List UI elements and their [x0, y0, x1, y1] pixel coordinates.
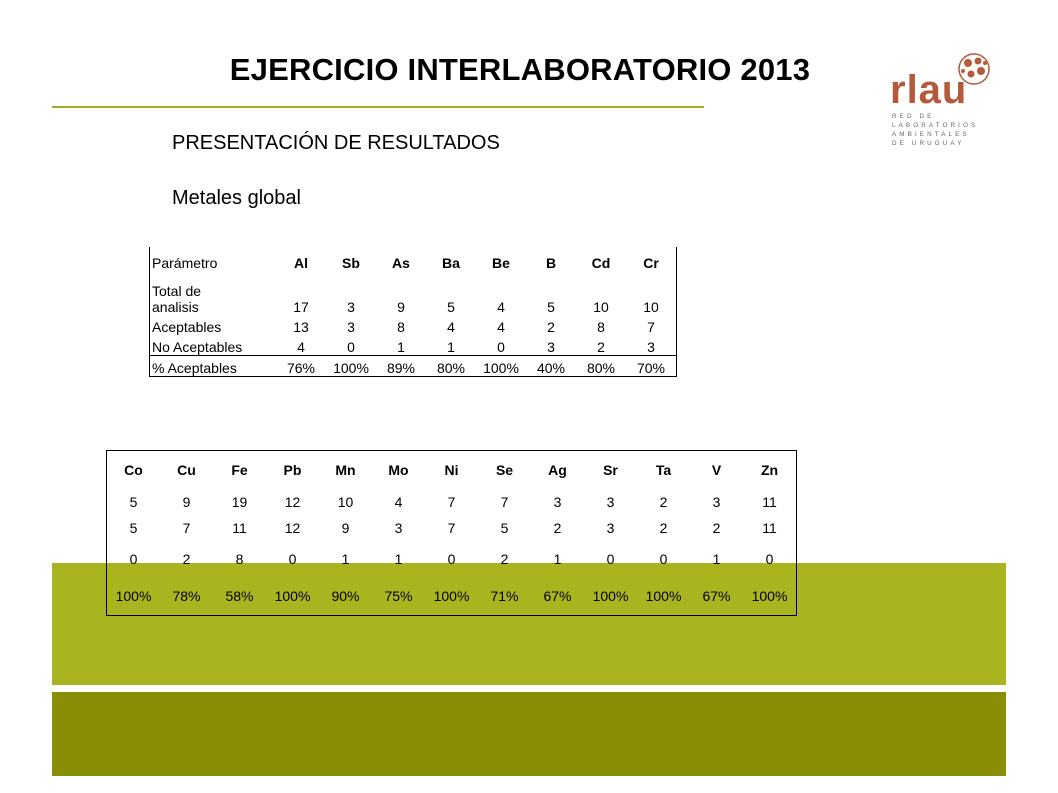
logo-wordmark: rlau: [890, 68, 968, 112]
table-cell: 11: [762, 493, 777, 510]
table-cell: 2: [547, 319, 555, 335]
header-cell: Co: [124, 462, 143, 478]
row-label: % Aceptables: [150, 356, 277, 377]
table-cell: 100%: [433, 588, 470, 604]
table-cell: 13: [293, 319, 309, 335]
header-cell: Ni: [444, 462, 459, 478]
table-row: [150, 356, 677, 377]
table-cell: 0: [129, 551, 138, 567]
header-cell: Al: [294, 255, 308, 271]
header-cell: Pb: [283, 462, 302, 478]
table-cell: 8: [235, 551, 244, 567]
table-cell: 9: [182, 493, 191, 510]
table-cell: 2: [182, 551, 191, 567]
table-cell: 2: [659, 519, 668, 536]
table-cell: 8: [597, 319, 605, 335]
table-header-row: [107, 451, 797, 490]
table-row: [150, 279, 677, 315]
table-cell: 58%: [225, 588, 254, 604]
header-cell: Parámetro: [150, 247, 277, 279]
table-cell: 3: [347, 299, 355, 315]
table-cell: 8: [397, 319, 405, 335]
table-cell: 80%: [576, 356, 626, 377]
table-cell: 1: [341, 551, 350, 567]
table-row: [107, 577, 797, 616]
table-cell: 100%: [115, 588, 152, 604]
table-cell: 2: [712, 519, 721, 536]
header-cell: V: [711, 462, 722, 478]
results-table-part2: [106, 450, 797, 616]
table-cell: 100%: [476, 356, 526, 377]
table-cell: 10: [337, 493, 354, 510]
section-heading: PRESENTACIÓN DE RESULTADOS: [172, 132, 500, 154]
results-table-part1: [149, 247, 677, 377]
header-cell: Mn: [335, 462, 356, 478]
table-cell: 90%: [331, 588, 360, 604]
table-row: [150, 335, 677, 356]
table-cell: 10: [593, 299, 609, 315]
table-cell: 7: [182, 519, 191, 536]
header-cell: Fe: [231, 462, 248, 478]
table-cell: 4: [497, 299, 505, 315]
table-cell: 2: [659, 493, 668, 510]
table-cell: 1: [553, 551, 562, 567]
header-cell: Mo: [388, 462, 409, 478]
table-cell: 3: [553, 493, 562, 510]
table-cell: 5: [547, 299, 555, 315]
table-cell: 3: [394, 519, 403, 536]
table-cell: 1: [447, 339, 455, 355]
table-cell: 0: [347, 339, 355, 355]
table-cell: 5: [500, 519, 509, 536]
table-cell: 4: [497, 319, 505, 335]
header-cell: Cr: [643, 255, 659, 271]
header-cell: Ba: [442, 255, 460, 271]
table-cell: 3: [712, 493, 721, 510]
header-cell: Sr: [603, 462, 618, 478]
row-label: No Aceptables: [150, 335, 277, 356]
table-cell: 0: [659, 551, 668, 567]
table-cell: 5: [129, 493, 138, 510]
table-cell: 2: [597, 339, 605, 355]
table-cell: 67%: [543, 588, 572, 604]
header-cell: As: [392, 255, 410, 271]
header-cell: B: [545, 255, 557, 271]
table-cell: 1: [712, 551, 721, 567]
table-cell: 2: [500, 551, 509, 567]
table-cell: 89%: [376, 356, 426, 377]
table-cell: 7: [500, 493, 509, 510]
header-cell: Ag: [548, 462, 567, 478]
header-cell: Cu: [177, 462, 196, 478]
decorative-band-dark: [52, 692, 1006, 776]
table-cell: 4: [394, 493, 403, 510]
table-cell: 3: [606, 493, 615, 510]
table-cell: 40%: [526, 356, 576, 377]
table-cell: 11: [232, 519, 247, 536]
table-cell: 70%: [626, 356, 677, 377]
table-cell: 9: [341, 519, 350, 536]
header-cell: Se: [495, 462, 514, 478]
table-cell: 67%: [702, 588, 731, 604]
table-cell: 9: [397, 299, 405, 315]
page-title: EJERCICIO INTERLABORATORIO 2013: [229, 52, 811, 87]
table-cell: 0: [765, 551, 774, 567]
table-cell: 75%: [384, 588, 413, 604]
table-cell: 0: [447, 551, 456, 567]
table-cell: 100%: [645, 588, 682, 604]
table-header-row: [150, 247, 677, 279]
table-cell: 4: [297, 339, 305, 355]
header-cell: Zn: [760, 462, 779, 478]
table-cell: 3: [647, 339, 655, 355]
table-cell: 19: [231, 493, 248, 510]
table-cell: 17: [293, 299, 309, 315]
table-row: [107, 541, 797, 577]
table-cell: 4: [447, 319, 455, 335]
table-cell: 0: [497, 339, 505, 355]
table-cell: 0: [288, 551, 297, 567]
table-cell: 12: [284, 519, 301, 536]
table-cell: 2: [553, 519, 562, 536]
table-cell: 3: [347, 319, 355, 335]
header-cell: Sb: [342, 255, 360, 271]
rlau-logo: [886, 48, 996, 147]
table-cell: 100%: [751, 588, 788, 604]
table-cell: 3: [547, 339, 555, 355]
table-cell: 7: [447, 519, 456, 536]
header-cell: Ta: [655, 462, 672, 478]
table-cell: 11: [762, 519, 777, 536]
header-cell: Be: [492, 255, 510, 271]
table-cell: 78%: [172, 588, 201, 604]
table-row: [107, 489, 797, 514]
row-label: Total de analisis: [150, 279, 277, 315]
table-cell: 100%: [326, 356, 376, 377]
logo-tagline: RED DE LABORATORIOS AMBIENTALES DE URUGUAY: [892, 113, 979, 147]
table-cell: 0: [606, 551, 615, 567]
title-underline: [52, 106, 704, 108]
table-cell: 7: [447, 493, 456, 510]
table-cell: 1: [394, 551, 403, 567]
row-label: Aceptables: [150, 315, 277, 335]
header-cell: Cd: [591, 255, 611, 271]
table-cell: 3: [606, 519, 615, 536]
table-cell: 5: [447, 299, 455, 315]
table-row: [107, 514, 797, 541]
table-cell: 80%: [426, 356, 476, 377]
table-cell: 71%: [490, 588, 519, 604]
table-cell: 100%: [274, 588, 311, 604]
table-row: [150, 315, 677, 335]
table-cell: 100%: [592, 588, 629, 604]
table-cell: 12: [284, 493, 301, 510]
table-cell: 5: [129, 519, 138, 536]
table-cell: 76%: [276, 356, 326, 377]
table-cell: 1: [397, 339, 405, 355]
table-cell: 7: [647, 319, 655, 335]
subsection-heading: Metales global: [172, 187, 301, 209]
table-cell: 10: [643, 299, 659, 315]
